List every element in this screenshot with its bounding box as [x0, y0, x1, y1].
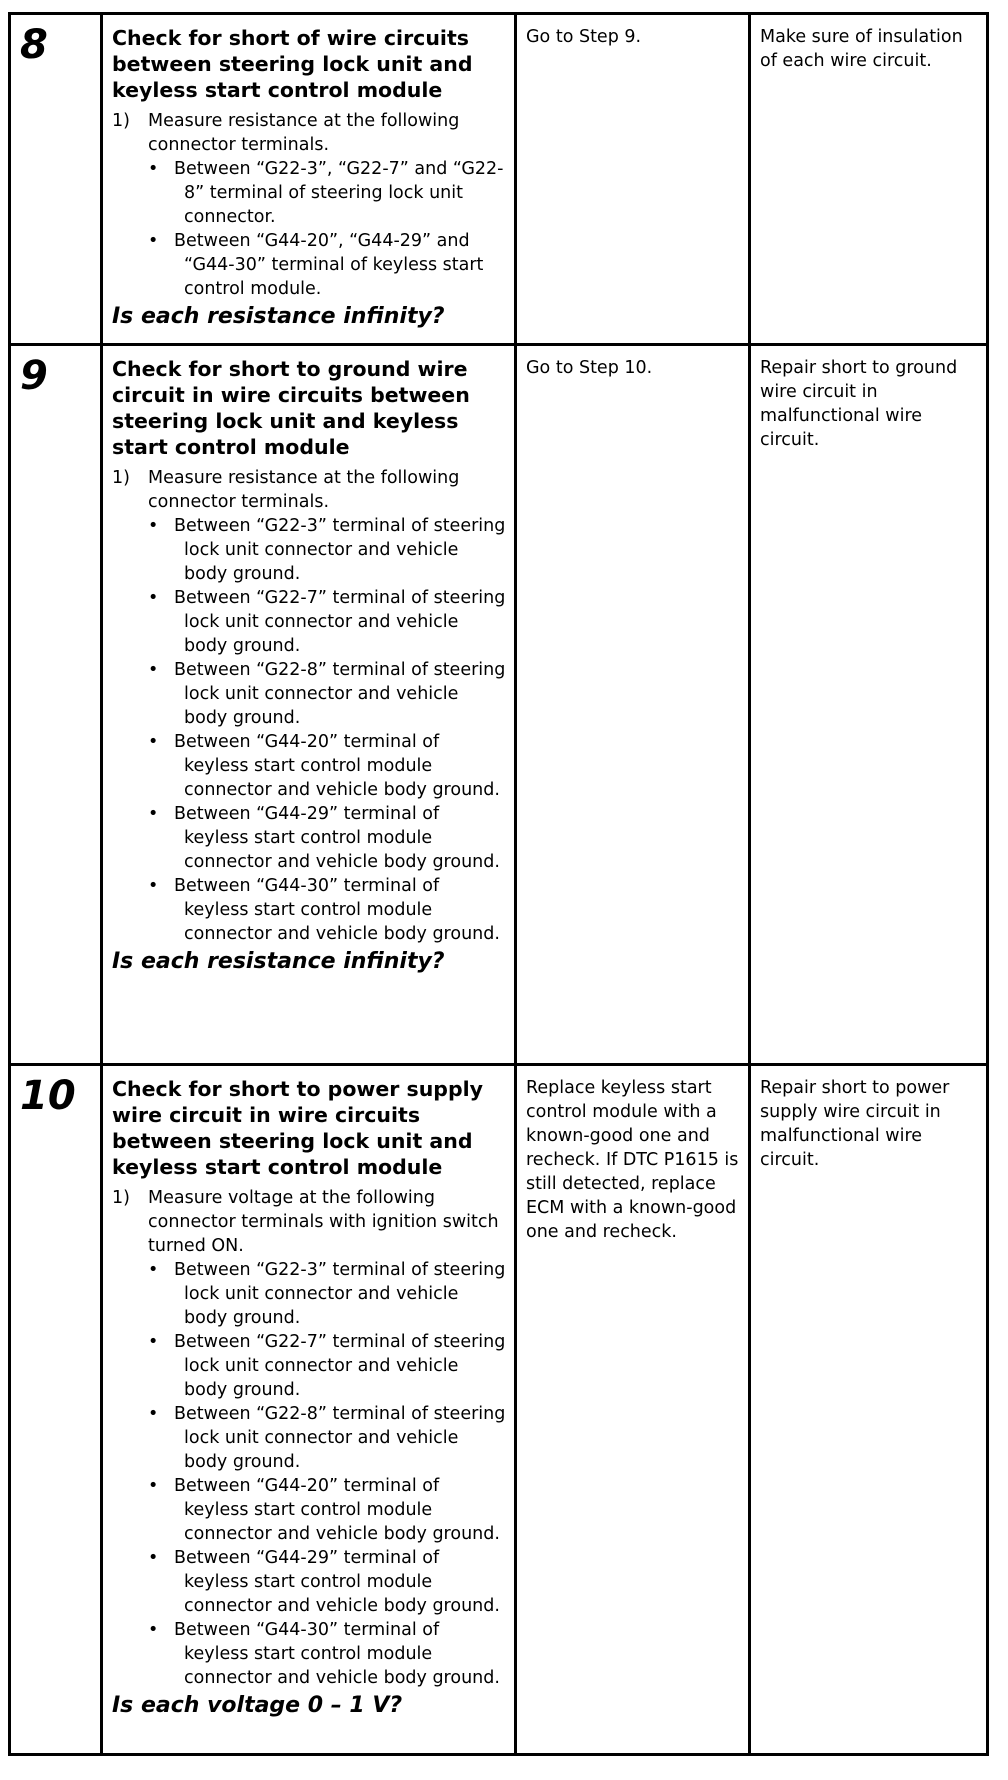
instruction-item [112, 109, 506, 301]
terminal-item: • Between “G44-29” terminal of keyless start control module connector and vehicle body ground. [148, 802, 506, 874]
instruction-marker: 1) [112, 468, 130, 488]
instruction-list [112, 466, 506, 946]
terminal-item: • Between “G22-3” terminal of steering lock unit connector and vehicle body ground. [148, 514, 506, 586]
instruction-item [112, 466, 506, 946]
yes-result: Go to Step 10. [516, 345, 750, 1065]
instruction-item [112, 1186, 506, 1690]
terminal-list [148, 1258, 506, 1690]
terminal-item: • Between “G44-20” terminal of keyless start control module connector and vehicle body ground. [148, 730, 506, 802]
step-row-10 [10, 1065, 988, 1755]
step-question: Is each voltage 0 – 1 V? [112, 1693, 403, 1718]
steps-body [10, 14, 988, 1755]
instruction-text: Measure resistance at the following connector terminals. [148, 468, 460, 512]
terminal-list [148, 514, 506, 946]
step-question: Is each resistance infinity? [112, 949, 445, 974]
step-number: 8 [10, 14, 102, 345]
step-action-cell [102, 14, 516, 345]
diagnostic-steps-table [8, 12, 989, 1756]
terminal-item: • Between “G44-29” terminal of keyless start control module connector and vehicle body ground. [148, 1546, 506, 1618]
terminal-item: • Between “G22-7” terminal of steering lock unit connector and vehicle body ground. [148, 586, 506, 658]
step-row-9 [10, 345, 988, 1065]
terminal-item: • Between “G22-8” terminal of steering lock unit connector and vehicle body ground. [148, 1402, 506, 1474]
instruction-text: Measure resistance at the following connector terminals. [148, 111, 460, 155]
step-title: Check for short to power supply wire circuit in wire circuits between steering lock unit and keyless start control module [112, 1077, 484, 1179]
instruction-text: Measure voltage at the following connector terminals with ignition switch turned ON. [148, 1188, 499, 1256]
step-number: 10 [10, 1065, 102, 1755]
step-action-cell [102, 345, 516, 1065]
terminal-item: • Between “G44-30” terminal of keyless start control module connector and vehicle body ground. [148, 874, 506, 946]
terminal-item: • Between “G44-30” terminal of keyless start control module connector and vehicle body ground. [148, 1618, 506, 1690]
step-title: Check for short of wire circuits between steering lock unit and keyless start control module [112, 26, 473, 102]
step-title: Check for short to ground wire circuit in wire circuits between steering lock unit and keyless start control module [112, 357, 470, 459]
no-result: Make sure of insulation of each wire circuit. [750, 14, 988, 345]
terminal-list [148, 157, 506, 301]
terminal-item: • Between “G44-20” terminal of keyless start control module connector and vehicle body ground. [148, 1474, 506, 1546]
step-number: 9 [10, 345, 102, 1065]
yes-result: Go to Step 9. [516, 14, 750, 345]
yes-result: Replace keyless start control module with a known-good one and recheck. If DTC P1615 is still detected, replace ECM with a known-good one and recheck. [516, 1065, 750, 1755]
terminal-item: • Between “G44-20”, “G44-29” and “G44-30” terminal of keyless start control module. [148, 229, 506, 301]
terminal-item: • Between “G22-3”, “G22-7” and “G22-8” terminal of steering lock unit connector. [148, 157, 506, 229]
terminal-item: • Between “G22-3” terminal of steering lock unit connector and vehicle body ground. [148, 1258, 506, 1330]
instruction-marker: 1) [112, 1188, 130, 1208]
step-row-8 [10, 14, 988, 345]
no-result: Repair short to power supply wire circuit in malfunctional wire circuit. [750, 1065, 988, 1755]
no-result: Repair short to ground wire circuit in malfunctional wire circuit. [750, 345, 988, 1065]
terminal-item: • Between “G22-7” terminal of steering lock unit connector and vehicle body ground. [148, 1330, 506, 1402]
step-action-cell [102, 1065, 516, 1755]
step-question: Is each resistance infinity? [112, 304, 445, 329]
instruction-list [112, 1186, 506, 1690]
terminal-item: • Between “G22-8” terminal of steering lock unit connector and vehicle body ground. [148, 658, 506, 730]
instruction-list [112, 109, 506, 301]
instruction-marker: 1) [112, 111, 130, 131]
